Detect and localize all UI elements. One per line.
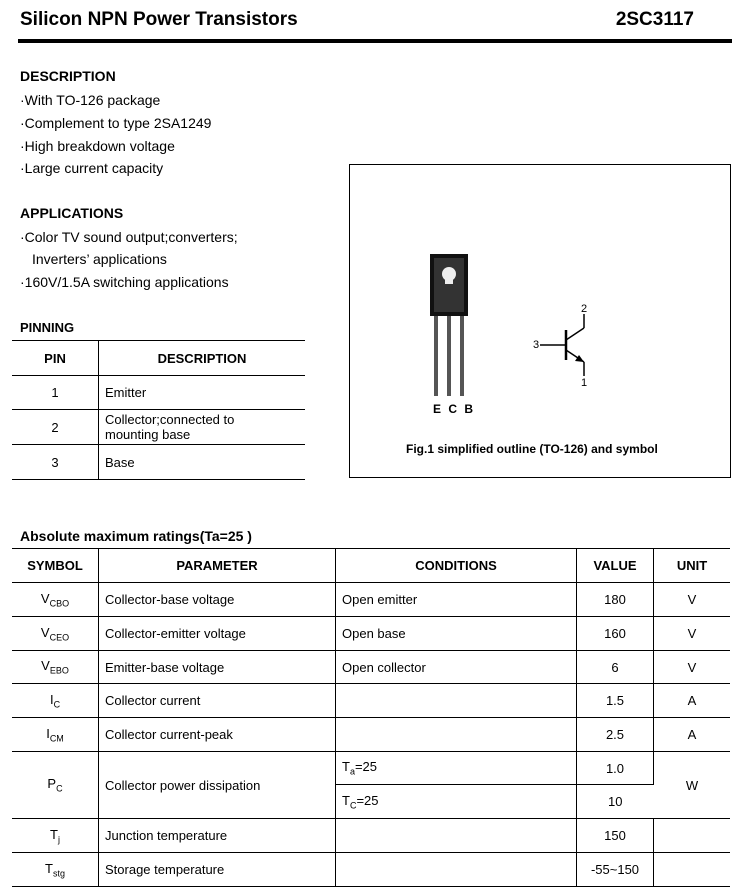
table-row	[12, 410, 305, 445]
parameter-cell: Junction temperature	[99, 819, 336, 853]
value-cell: 2.5	[577, 718, 654, 752]
symbol-column-header: SYMBOL	[12, 549, 99, 583]
value-cell: 160	[577, 617, 654, 651]
unit-cell: V	[654, 651, 731, 684]
symbol-cell: $T_{stg}$	[12, 853, 99, 887]
parameter-cell: Emitter-base voltage	[99, 651, 336, 684]
part-number: 2SC3117	[615, 9, 694, 30]
symbol-cell: $V_{CBO}$	[12, 583, 99, 617]
pin-column-header: PIN	[12, 341, 99, 376]
value-cell: 1.0	[577, 752, 654, 785]
value-cell: 1.5	[577, 684, 654, 718]
conditions-cell: Open base	[336, 617, 577, 651]
ratings-table	[12, 548, 730, 887]
parameter-cell: Collector-emitter voltage	[99, 617, 336, 651]
applications-item: Inverters’ applications	[32, 251, 167, 267]
unit-cell: V	[654, 617, 731, 651]
ratings-header-row	[12, 549, 730, 583]
pin-number: 1	[12, 376, 99, 410]
unit-cell: W	[654, 752, 731, 819]
unit-cell: A	[654, 684, 731, 718]
conditions-cell	[336, 853, 577, 887]
unit-cell: A	[654, 718, 731, 752]
applications-item: ·Color TV sound output;converters;	[20, 229, 238, 245]
symbol-cell: $V_{EBO}$	[12, 651, 99, 684]
parameter-cell: Collector current	[99, 684, 336, 718]
table-row	[12, 376, 305, 410]
unit-cell	[654, 819, 731, 853]
symbol-cell: $I_{CM}$	[12, 718, 99, 752]
conditions-cell: $T_a=25$	[336, 752, 577, 785]
conditions-cell	[336, 684, 577, 718]
conditions-cell	[336, 819, 577, 853]
description-heading: DESCRIPTION	[20, 68, 116, 84]
symbol-base-label: 3	[533, 339, 540, 351]
value-cell: 6	[577, 651, 654, 684]
table-row	[12, 684, 730, 718]
table-row	[12, 853, 730, 887]
conditions-cell: $T_C=25$	[336, 785, 577, 819]
value-column-header: VALUE	[577, 549, 654, 583]
pin-number: 3	[12, 445, 99, 480]
applications-heading: APPLICATIONS	[20, 205, 124, 221]
parameter-column-header: PARAMETER	[99, 549, 336, 583]
parameter-cell: Storage temperature	[99, 853, 336, 887]
description-item: ·Large current capacity	[20, 160, 164, 176]
description-column-header: DESCRIPTION	[99, 341, 306, 376]
symbol-emitter-label: 1	[581, 377, 588, 389]
pin-number: 2	[12, 410, 99, 445]
pinning-header-row	[12, 341, 305, 376]
table-row	[12, 583, 730, 617]
table-row	[12, 752, 730, 785]
npn-transistor-symbol	[530, 300, 600, 390]
header-rule	[18, 39, 732, 43]
pin-description: Collector;connected to mounting base	[99, 410, 306, 445]
conditions-column-header: CONDITIONS	[336, 549, 577, 583]
pin-description: Base	[99, 445, 306, 480]
description-item: ·Complement to type 2SA1249	[20, 115, 212, 131]
conditions-cell: Open collector	[336, 651, 577, 684]
unit-cell	[654, 853, 731, 887]
value-cell: 10	[577, 785, 654, 819]
symbol-cell: $P_C$	[12, 752, 99, 819]
parameter-cell: Collector power dissipation	[99, 752, 336, 819]
conditions-cell: Open emitter	[336, 583, 577, 617]
pin-description: Emitter	[99, 376, 306, 410]
table-row	[12, 445, 305, 480]
description-item: ·With TO-126 package	[20, 92, 161, 108]
unit-cell: V	[654, 583, 731, 617]
symbol-cell: $T_j$	[12, 819, 99, 853]
unit-column-header: UNIT	[654, 549, 731, 583]
table-row	[12, 819, 730, 853]
symbol-cell: $V_{CEO}$	[12, 617, 99, 651]
figure-caption: Fig.1 simplified outline (TO-126) and symbol	[406, 442, 658, 456]
symbol-cell: $I_C$	[12, 684, 99, 718]
value-cell: 180	[577, 583, 654, 617]
table-row	[12, 718, 730, 752]
parameter-cell: Collector-base voltage	[99, 583, 336, 617]
table-row	[12, 617, 730, 651]
document-title: Silicon NPN Power Transistors	[20, 9, 298, 30]
applications-item: ·160V/1.5A switching applications	[20, 274, 229, 290]
to126-package-drawing	[420, 250, 480, 400]
value-cell: -55~150	[577, 853, 654, 887]
value-cell: 150	[577, 819, 654, 853]
parameter-cell: Collector current-peak	[99, 718, 336, 752]
ratings-heading: Absolute maximum ratings(Ta=25 )	[20, 528, 252, 544]
pinning-table	[12, 340, 305, 480]
description-item: ·High breakdown voltage	[20, 138, 175, 154]
table-row	[12, 651, 730, 684]
pinning-heading: PINNING	[20, 320, 75, 335]
conditions-cell	[336, 718, 577, 752]
symbol-collector-label: 2	[581, 303, 588, 315]
package-pin-labels: E C B	[433, 402, 476, 416]
